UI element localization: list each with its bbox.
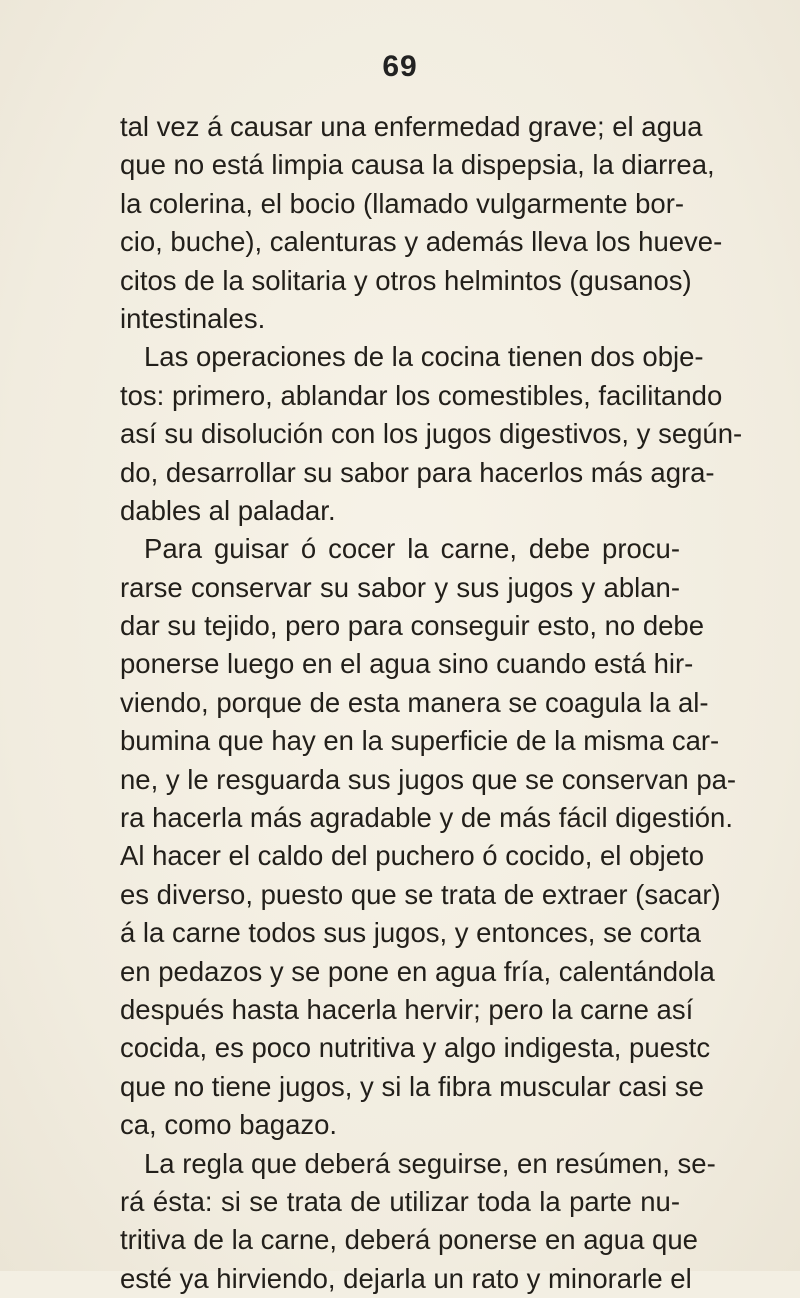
text-line: rarse conservar su sabor y sus jugos y ablan- xyxy=(120,571,680,603)
text-line: esté ya hirviendo, dejarla un rato y minorarle el xyxy=(120,1262,692,1294)
text-line: dables al paladar. xyxy=(120,494,336,526)
text-line: después hasta hacerla hervir; pero la carne así xyxy=(120,993,694,1025)
text-line: que no tiene jugos, y si la fibra muscular casi se xyxy=(120,1070,704,1102)
text-line: rá ésta: si se trata de utilizar toda la parte nu- xyxy=(120,1185,680,1217)
text-line: tal vez á causar una enfermedad grave; el agua xyxy=(120,111,703,142)
text-line: tos: primero, ablandar los comestibles, facilitando xyxy=(120,379,723,411)
text-line: es diverso, puesto que se trata de extraer (sacar) xyxy=(120,878,721,910)
text-line: ca, como bagazo. xyxy=(120,1109,338,1141)
text-line: cocida, es poco nutritiva y algo indigesta, puestc xyxy=(120,1032,711,1064)
text-line: citos de la solitaria y otros helmintos (gusanos) xyxy=(120,264,692,296)
text-line: la colerina, el bocio (llamado vulgarmente bor- xyxy=(120,187,685,219)
text-line: Al hacer el caldo del puchero ó cocido, el objeto xyxy=(120,840,704,872)
text-line: dar su tejido, pero para conseguir esto, no debe xyxy=(120,610,704,642)
text-line: intestinales. xyxy=(120,302,266,334)
text-line: La regla que deberá seguirse, en resúmen, se- xyxy=(144,1147,716,1179)
text-line: tritiva de la carne, deberá ponerse en agua que xyxy=(120,1224,698,1256)
text-line: Para guisar ó cocer la carne, debe procu- xyxy=(144,533,680,565)
text-line: ponerse luego en el agua sino cuando está hir- xyxy=(120,648,694,680)
page-number: 69 xyxy=(382,50,418,83)
text-line: á la carne todos sus jugos, y entonces, se corta xyxy=(120,917,701,949)
text-line: que no está limpia causa la dispepsia, la diarrea, xyxy=(120,149,715,181)
text-line: así su disolución con los jugos digestivos, y según- xyxy=(120,418,743,450)
body-text xyxy=(120,108,743,1298)
text-line: ra hacerla más agradable y de más fácil digestión. xyxy=(120,802,733,834)
text-line: en pedazos y se pone en agua fría, calentándola xyxy=(120,955,715,987)
text-line: bumina que hay en la superficie de la misma car- xyxy=(120,725,720,757)
text-line: ne, y le resguarda sus jugos que se conservan pa- xyxy=(120,763,737,795)
text-line: Las operaciones de la cocina tienen dos obje- xyxy=(144,341,704,373)
text-line: cio, buche), calenturas y además lleva los hueve- xyxy=(120,226,723,258)
text-line: viendo, porque de esta manera se coagula la al- xyxy=(120,686,709,718)
text-line: do, desarrollar su sabor para hacerlos más agra- xyxy=(120,456,715,488)
